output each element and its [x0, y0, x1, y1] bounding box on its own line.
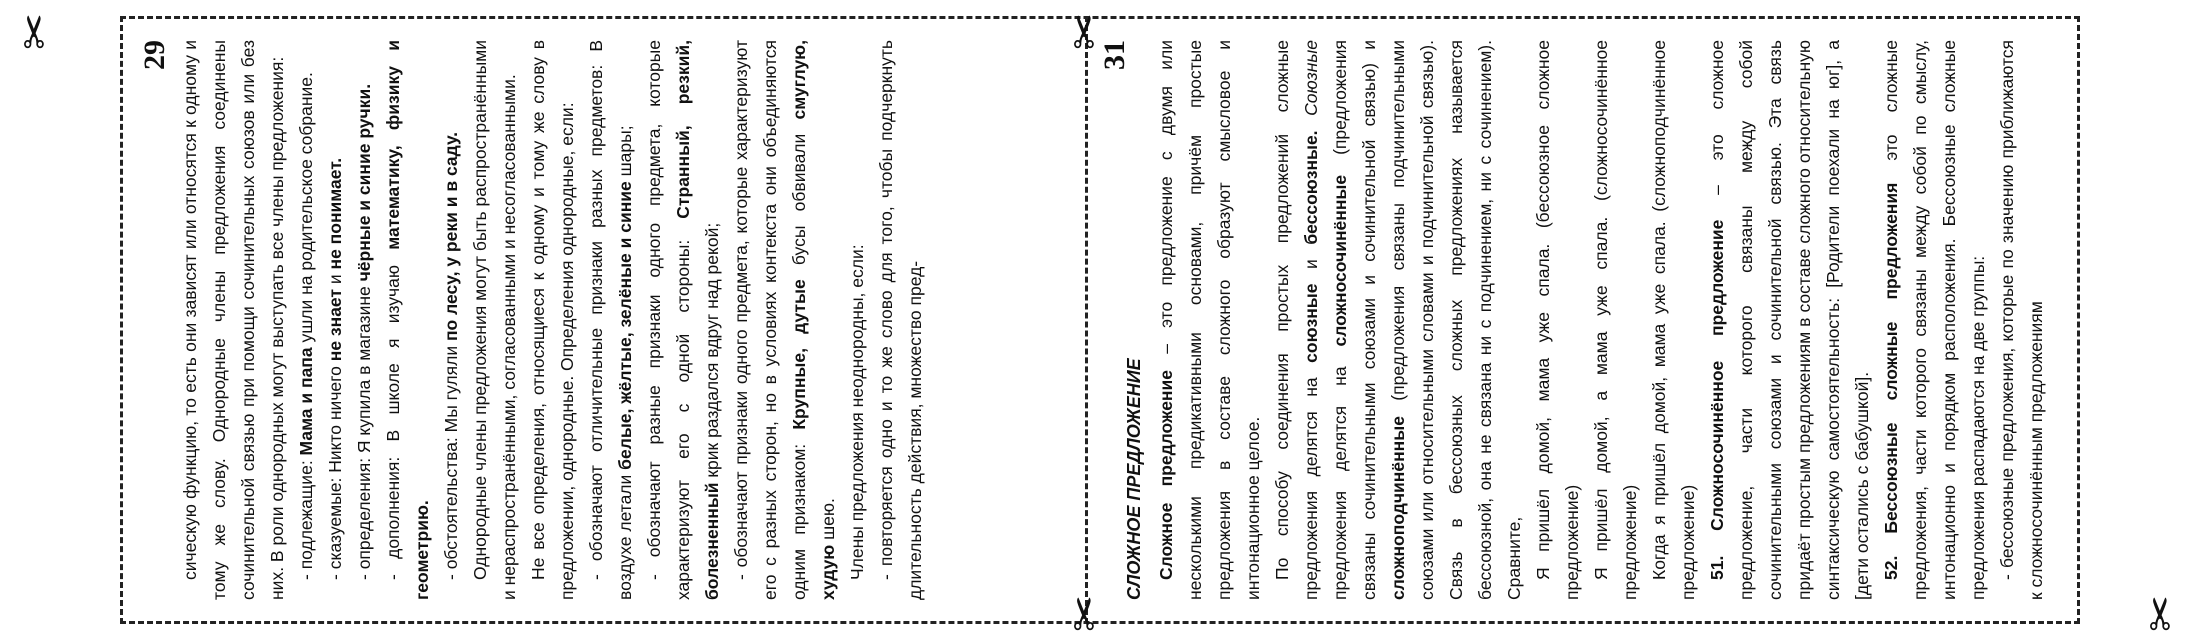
paragraph: [350, 40, 379, 600]
paragraph: [843, 40, 872, 600]
text-run: - подлежащие:: [296, 455, 316, 580]
paragraph: [321, 40, 350, 600]
text-run: и: [1301, 244, 1321, 284]
paragraph: [1587, 40, 1645, 600]
text-run: – это сложное предложение, части которого связаны между собой сочинительными союзами и сочинительной связью. Эта связь придаёт простым предложениям в составе сложного относительную синтаксическую самостоятельность: [Родители поехали на юг], а [дети остались с бабушкой].: [1707, 40, 1872, 600]
paragraph: [176, 40, 292, 600]
text-run: сложноподчинённые: [1388, 416, 1408, 600]
paragraph: [1268, 40, 1529, 600]
paragraph: [1703, 40, 1877, 600]
text-run: Мама и папа: [296, 347, 316, 456]
paragraph: [1877, 40, 1993, 600]
text-run: - обозначают отличительные признаки разных предметов: В воздухе летали: [586, 40, 635, 600]
page-29-text: [176, 40, 930, 600]
text-run: математику, физику и геометрию.: [383, 40, 432, 600]
text-run: сложносочинённые: [1330, 174, 1350, 347]
text-run: шары;: [615, 125, 635, 182]
cut-line-divider: [1085, 16, 1088, 624]
text-run: по лесу, у реки и в саду.: [441, 131, 461, 342]
text-run: Члены предложения неоднородны, если:: [847, 244, 867, 580]
page-number: 31: [1098, 40, 1131, 70]
page-31: [1100, 40, 2075, 600]
paragraph: [466, 40, 524, 600]
text-run: - обстоятельства: Мы гуляли: [441, 341, 461, 580]
paragraph: [1993, 40, 2051, 600]
text-run: смуглую, худую: [789, 40, 838, 600]
text-run: сическую функцию, то есть они зависят или относятся к одному и тому же слову. Однородные члены предложения соединены сочинительной связью при помощи сочинительных союзов или без них. В роли однородных могут выступать все члены предложения:: [180, 40, 287, 600]
text-run: По способу соединения простых предложений сложные предложения делятся на: [1272, 40, 1321, 600]
text-run: шею.: [818, 498, 838, 545]
page-number: 29: [138, 40, 171, 70]
text-run: крик раздался вдруг над рекой;: [702, 222, 722, 483]
text-run: Однородные члены предложения могут быть распространёнными и нераспространёнными, согласованными и несогласованными.: [470, 40, 519, 600]
text-run: 51. Сложносочинённое предложение: [1707, 219, 1727, 580]
text-run: не понимает.: [325, 157, 345, 270]
paragraph: [640, 40, 727, 600]
text-run: - определения: Я купила в магазине: [354, 281, 374, 580]
scissors-icon: ✂: [1060, 13, 1111, 50]
text-run: - сказуемые: Никто ничего: [325, 361, 345, 580]
page-29: [140, 40, 1065, 600]
text-run: это сложные предложения, части которого связаны между собой по смыслу, интонационно и порядком расположения. Бессоюзные сложные предложения распадаются на две группы:: [1881, 40, 1988, 600]
text-run: белые, жёлтые, зелёные и синие: [615, 181, 635, 470]
text-run: Союзные: [1301, 40, 1321, 116]
text-run: чёрные и синие ручки.: [354, 83, 374, 282]
text-run: бессоюзные.: [1301, 130, 1321, 245]
section-heading: СЛОЖНОЕ ПРЕДЛОЖЕНИЕ: [1124, 358, 1144, 600]
text-run: предложения делятся на: [1330, 346, 1350, 600]
paragraph: [524, 40, 582, 600]
text-run: Странный, резкий, болезненный: [673, 40, 722, 600]
text-run: – это предложение с двумя или несколькими предикативными основами, причём простые предложения в составе сложного образуют смысловое и интонационное целое.: [1156, 40, 1263, 600]
text-run: - обозначают признаки одного предмета, которые характеризуют его с разных сторон, но в условиях контекста они объединяются одним признаком:: [731, 40, 809, 600]
text-run: - повторяется одно и то же слово для того, чтобы подчеркнуть длительность действия, множество пред-: [876, 40, 925, 600]
text-run: союзные: [1301, 283, 1321, 363]
text-run: - дополнения: В школе я изучаю: [383, 249, 403, 580]
paragraph: [872, 40, 930, 600]
page-31-text: [1152, 40, 2051, 600]
text-run: [1301, 116, 1321, 131]
text-run: Когда я пришёл домой, мама уже спала. (сложноподчинённое предложение): [1649, 40, 1698, 600]
paragraph: [582, 40, 640, 600]
text-run: не знает: [325, 288, 345, 362]
text-run: - обозначают разные признаки одного предмета, которые характеризуют его с одной стороны:: [644, 40, 693, 600]
scissors-icon: ✂: [1060, 595, 1111, 632]
text-run: (предложения связаны сочинительными союзами и сочинительной связью) и: [1330, 40, 1379, 600]
paragraph: [1529, 40, 1587, 600]
text-run: - бессоюзные предложения, которые по значению приближаются к сложносочинённым предложениям: [1997, 40, 2046, 600]
paragraph: [1152, 40, 1268, 600]
scissors-icon: ✂: [2136, 595, 2187, 632]
text-run: Я пришёл домой, мама уже спала. (бессоюзное сложное предложение): [1533, 40, 1582, 600]
text-run: Не все определения, относящиеся к одному и тому же слову в предложении, однородные. Определения однородные, если:: [528, 40, 577, 600]
text-run: и: [325, 269, 345, 289]
scissors-icon: ✂: [10, 13, 61, 50]
paragraph: [1645, 40, 1703, 600]
text-run: (предложения связаны подчинительными союзами или относительными словами и подчинительной связью). Связь в бессоюзных сложных предложениях называется бессоюзной, она не связана ни с подчинением, ни с сочинением). Сравните,: [1388, 40, 1524, 600]
paragraph: [437, 40, 466, 600]
paragraph: [379, 40, 437, 600]
text-run: ушли на родительское собрание.: [296, 72, 316, 348]
text-run: 52. Бессоюзные сложные предложения: [1881, 182, 1901, 580]
text-run: Я пришёл домой, а мама уже спала. (сложносочинённое предложение): [1591, 40, 1640, 600]
text-run: бусы обвивали: [789, 119, 809, 280]
text-run: Крупные, дутые: [789, 279, 809, 430]
text-run: Сложное предложение: [1156, 370, 1176, 580]
paragraph: [292, 40, 321, 600]
paragraph: [727, 40, 843, 600]
